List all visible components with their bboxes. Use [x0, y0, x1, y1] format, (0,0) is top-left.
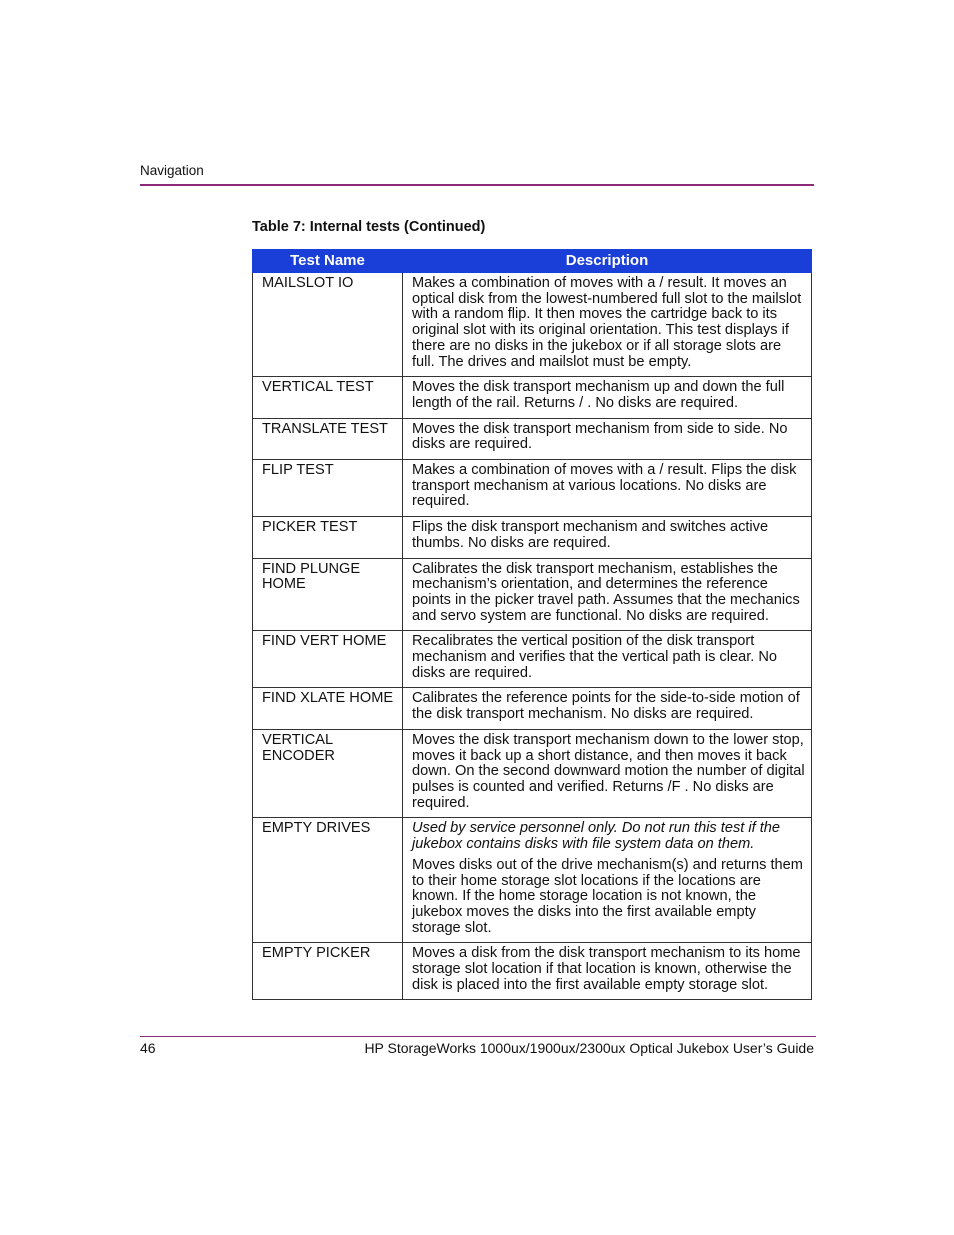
description-text: Makes a combination of moves with a / result. Flips the disk transport mechanism at various locations. No disks are required.	[412, 462, 797, 510]
page-number: 46	[140, 1040, 156, 1056]
description-text: Moves a disk from the disk transport mechanism to its home storage slot location if that location is known, otherwise the disk is placed into the first available empty storage slot.	[412, 945, 801, 993]
running-header: Navigation	[140, 163, 204, 178]
test-name-cell: PICKER TEST	[253, 517, 403, 558]
description-cell	[403, 631, 812, 688]
description-text: Recalibrates the vertical position of the disk transport mechanism and verifies that the vertical path is clear. No disks are required.	[412, 633, 778, 681]
table-row	[253, 418, 812, 459]
description-cell	[403, 818, 812, 943]
description-text: Moves the disk transport mechanism from side to side. No disks are required.	[412, 420, 788, 453]
warning-text: Used by service personnel only. Do not run this test if the jukebox contains disks with file system data on them.	[412, 820, 781, 853]
table-row	[253, 818, 812, 943]
test-name-cell: FLIP TEST	[253, 460, 403, 517]
description-cell	[403, 517, 812, 558]
test-name-cell: FIND VERT HOME	[253, 631, 403, 688]
test-name-cell: VERTICAL TEST	[253, 377, 403, 418]
description-text: Moves the disk transport mechanism down to the lower stop, moves it back up a short distance, and then moves it back down. On the second downward motion the number of digital pulses is counted and verified. Returns /F . No disks are required.	[412, 731, 805, 811]
test-name-cell: TRANSLATE TEST	[253, 418, 403, 459]
table-row	[253, 729, 812, 818]
footer-divider	[140, 1036, 816, 1037]
description-text: Calibrates the disk transport mechanism, establishes the mechanism’s orientation, and determines the reference points in the picker travel path. Assumes that the mechanics and servo system are functional. No disks are required.	[412, 560, 800, 624]
description-text: Calibrates the reference points for the side-to-side motion of the disk transport mechanism. No disks are required.	[412, 690, 800, 723]
column-header-test-name: Test Name	[253, 250, 403, 273]
table-row	[253, 688, 812, 729]
table-row	[253, 517, 812, 558]
description-cell	[403, 688, 812, 729]
test-name-cell: EMPTY DRIVES	[253, 818, 403, 943]
description-cell	[403, 418, 812, 459]
description-text: Flips the disk transport mechanism and switches active thumbs. No disks are required.	[412, 519, 769, 551]
description-cell	[403, 460, 812, 517]
footer-title: HP StorageWorks 1000ux/1900ux/2300ux Optical Jukebox User’s Guide	[364, 1040, 814, 1056]
table-row	[253, 558, 812, 631]
description-cell	[403, 377, 812, 418]
description-cell	[403, 558, 812, 631]
description-cell	[403, 273, 812, 377]
internal-tests-table	[252, 249, 812, 1000]
table-row	[253, 377, 812, 418]
table-caption: Table 7: Internal tests (Continued)	[252, 219, 486, 235]
column-header-description: Description	[403, 250, 812, 273]
header-divider	[140, 184, 814, 186]
test-name-cell: FIND XLATE HOME	[253, 688, 403, 729]
description-cell	[403, 729, 812, 818]
description-text: Moves disks out of the drive mechanism(s) and returns them to their home storage slot locations if the locations are known. If the home storage location is not known, the jukebox moves the disks into the first available empty storage slot.	[412, 856, 803, 936]
table-row	[253, 273, 812, 377]
description-cell	[403, 943, 812, 1000]
description-text: Moves the disk transport mechanism up and down the full length of the rail. Returns / . No disks are required.	[412, 379, 785, 411]
table-row	[253, 460, 812, 517]
test-name-cell: MAILSLOT IO	[253, 273, 403, 377]
table-header-row	[253, 250, 812, 273]
test-name-cell: EMPTY PICKER	[253, 943, 403, 1000]
description-text: Makes a combination of moves with a / result. It moves an optical disk from the lowest-numbered full slot to the mailslot with a random flip. It then moves the cartridge back to its original slot with its original orientation. This test displays if there are no disks in the jukebox or if all storage slots are full. The drives and mailslot must be empty.	[412, 275, 802, 370]
table-row	[253, 631, 812, 688]
test-name-cell: FIND PLUNGE HOME	[253, 558, 403, 631]
table-row	[253, 943, 812, 1000]
test-name-cell: VERTICAL ENCODER	[253, 729, 403, 818]
